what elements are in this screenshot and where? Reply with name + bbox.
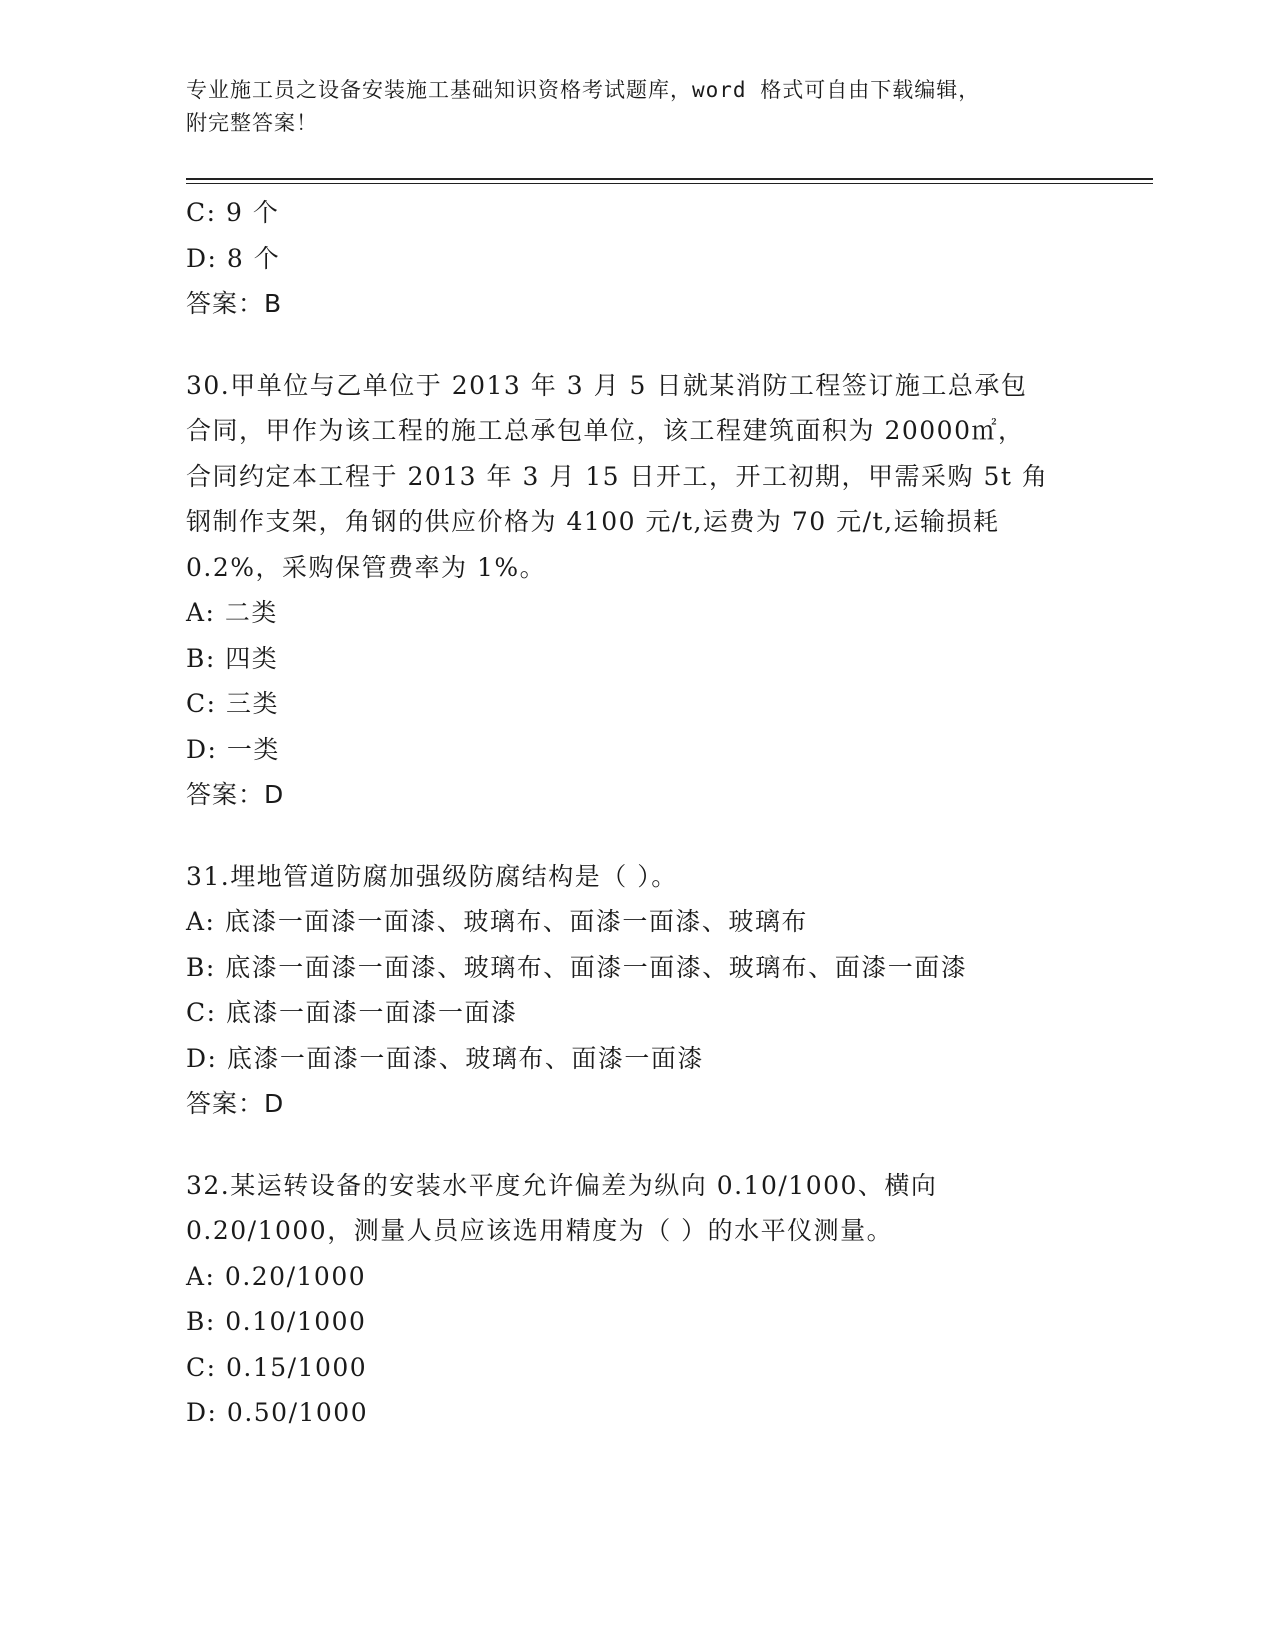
stem-line: 合同约定本工程于 2013 年 3 月 15 日开工，开工初期，甲需采购 5t 角 xyxy=(186,461,1049,491)
stem-line: 32.某运转设备的安装水平度允许偏差为纵向 0.10/1000、横向 xyxy=(186,1170,938,1200)
stem-line: 0.20/1000，测量人员应该选用精度为（ ）的水平仪测量。 xyxy=(186,1216,894,1245)
option-d: D: 8 个 xyxy=(186,243,281,273)
option-b: B: 四类 xyxy=(186,643,279,673)
question-stem xyxy=(186,1163,1086,1254)
header-divider-thin xyxy=(186,183,1153,184)
header-divider-thick xyxy=(186,178,1153,180)
option-d: D: 一类 xyxy=(186,734,280,764)
option-a: A: 0.20/1000 xyxy=(186,1261,367,1291)
option-c: C: 三类 xyxy=(186,689,279,718)
stem-line: 30.甲单位与乙单位于 2013 年 3 月 5 日就某消防工程签订施工总承包 xyxy=(186,370,1028,400)
question-30 xyxy=(186,363,1086,818)
option-a: A: 底漆一面漆一面漆、玻璃布、面漆一面漆、玻璃布 xyxy=(186,907,808,936)
option-b: B: 0.10/1000 xyxy=(186,1307,367,1336)
header-title-line-1: 专业施工员之设备安装施工基础知识资格考试题库，word 格式可自由下载编辑， xyxy=(186,78,981,102)
option-d: D: 0.50/1000 xyxy=(186,1398,369,1427)
answer-label: 答案：B xyxy=(186,289,283,318)
option-c: C: 0.15/1000 xyxy=(186,1352,368,1382)
question-29-tail xyxy=(186,190,1086,327)
document-header xyxy=(186,74,1066,140)
answer-label: 答案：D xyxy=(186,780,285,809)
header-title-line-2: 附完整答案！ xyxy=(186,111,318,135)
question-stem xyxy=(186,363,1086,591)
option-c: C: 底漆一面漆一面漆一面漆 xyxy=(186,998,518,1027)
stem-line: 0.2%，采购保管费率为 1%。 xyxy=(186,552,547,582)
question-32 xyxy=(186,1163,1086,1436)
answer-label: 答案：D xyxy=(186,1089,285,1118)
option-d: D: 底漆一面漆一面漆、玻璃布、面漆一面漆 xyxy=(186,1043,704,1073)
question-stem: 31.埋地管道防腐加强级防腐结构是（ ）。 xyxy=(186,861,678,891)
stem-line: 合同，甲作为该工程的施工总承包单位，该工程建筑面积为 20000㎡， xyxy=(186,416,1025,445)
stem-line: 钢制作支架，角钢的供应价格为 4100 元/t,运费为 70 元/t,运输损耗 xyxy=(186,507,1000,536)
question-31 xyxy=(186,854,1086,1127)
option-c: C: 9 个 xyxy=(186,198,280,227)
option-a: A: 二类 xyxy=(186,598,278,627)
option-b: B: 底漆一面漆一面漆、玻璃布、面漆一面漆、玻璃布、面漆一面漆 xyxy=(186,952,968,982)
question-content xyxy=(186,190,1086,1436)
